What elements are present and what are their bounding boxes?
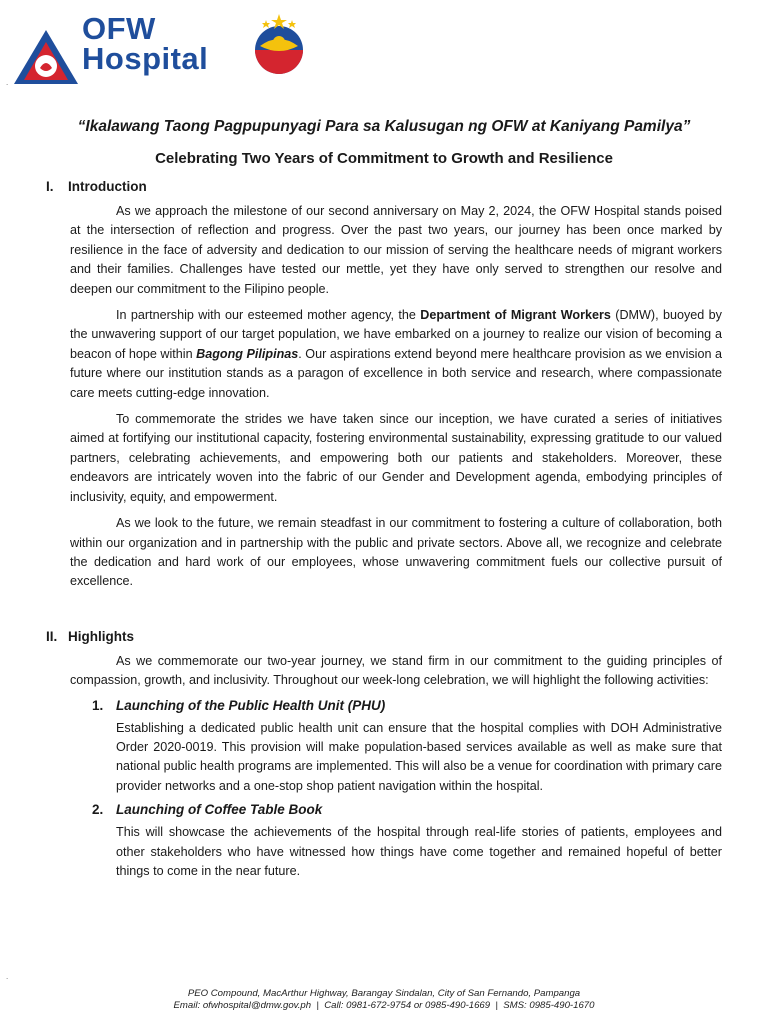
section-title: Highlights <box>68 628 134 644</box>
footer-address: PEO Compound, MacArthur Highway, Barangay Sindalan, City of San Fernando, Pampanga <box>187 988 581 999</box>
section-number: II. <box>46 628 58 644</box>
activity-text-phu: Establishing a dedicated public health unit can ensure that the hospital complies with DOH Administrative Order 2020-0019. This provision will make population-based services available as well as make sure that national public health programs are implemented. This will also be a venue for coordination with primary care provider networks and a one-stop shop patient navigation within the hospital. <box>116 720 722 793</box>
activity-heading-phu <box>92 698 722 713</box>
bagong-pilipinas-seal-icon <box>246 12 312 78</box>
text-run: . Our aspirations extend beyond mere healthcare provision as we envision a future where our institution stands as a paragon of excellence in both service and research, where compassionate care meets cutting-edge innovation. <box>70 346 723 400</box>
logo-line-ofw: OFW <box>82 11 156 46</box>
activity-text-coffee-table-book: This will showcase the achievements of the hospital through real-life stories of patients, employees and other stakeholders who have witnessed how things have come together and remained hopeful of better things to come in the near future. <box>116 825 722 878</box>
dmw-name: Department of Migrant Workers <box>420 308 611 323</box>
logo-line-hospital: Hospital <box>82 41 209 76</box>
subtitle: Celebrating Two Years of Commitment to Growth and Resilience <box>155 150 613 167</box>
margin-mark: . <box>6 972 9 981</box>
theme-title: “Ikalawang Taong Pagpupunyagi Para sa Kalusugan ng OFW at Kaniyang Pamilya” <box>77 118 691 135</box>
section-number: I. <box>46 179 54 194</box>
hospital-logo-text <box>82 11 209 76</box>
ofw-triangle-logo-icon <box>12 28 80 86</box>
section-heading-highlights <box>46 629 722 644</box>
footer <box>0 988 768 1012</box>
intro-paragraph-2 <box>70 306 722 403</box>
list-number: 2. <box>92 802 104 818</box>
letterhead <box>10 12 330 84</box>
intro-paragraph-4: As we look to the future, we remain steadfast in our commitment to fostering a culture of collaboration, both within our organization and in partnership with the public and private sectors. Above all, we recognize and celebrate the dedication and hard work of our employees, whose unwavering commitment fuels our collective pursuit of excellence. <box>70 516 722 589</box>
intro-paragraph-1: As we approach the milestone of our second anniversary on May 2, 2024, the OFW Hospital stands poised at the intersection of reflection and progress. Over the past two years, our journey has been once marked by resilience in the face of adversity and dedication to our mission of serving the healthcare needs of migrant workers and their families. Challenges have tested our mettle, yet they have only served to strengthen our resolve and deepen our commitment to the Filipino people. <box>70 204 722 296</box>
highlights-paragraph: As we commemorate our two-year journey, we stand firm in our commitment to the guiding principles of compassion, growth, and inclusivity. Throughout our week-long celebration, we will highlight the following activities: <box>70 653 722 688</box>
bagong-pilipinas-text: Bagong Pilipinas <box>196 346 299 361</box>
list-number: 1. <box>92 697 104 713</box>
section-title: Introduction <box>68 179 147 194</box>
text-run: In partnership with our esteemed mother agency, the <box>116 308 421 323</box>
footer-contact: Email: ofwhospital@dmw.gov.ph | Call: 0981-672-9754 or 0985-490-1669 | SMS: 0985-490-1670 <box>173 1000 595 1011</box>
document-body <box>46 118 722 887</box>
text-run: (DMW), buoyed by the unwavering support of our target population, we have embarked on a journey to realize our vision of becoming a beacon of hope within <box>70 308 722 361</box>
activity-title: Launching of Coffee Table Book <box>116 802 323 818</box>
margin-mark: . <box>6 78 9 87</box>
section-heading-introduction <box>46 179 722 194</box>
intro-paragraph-3: To commemorate the strides we have taken since our inception, we have curated a series of initiatives aimed at fortifying our institutional capacity, fostering environmental sustainability, expressing gratitude to our valued partners, celebrating achievements, and empowering both our patients and stakeholders. Moreover, these endeavors are intricately woven into the fabric of our Gender and Development agenda, embodying principles of inclusivity, equity, and empowerment. <box>70 412 722 504</box>
activity-title: Launching of the Public Health Unit (PHU) <box>116 697 386 713</box>
activity-heading-coffee-table-book <box>92 802 722 817</box>
